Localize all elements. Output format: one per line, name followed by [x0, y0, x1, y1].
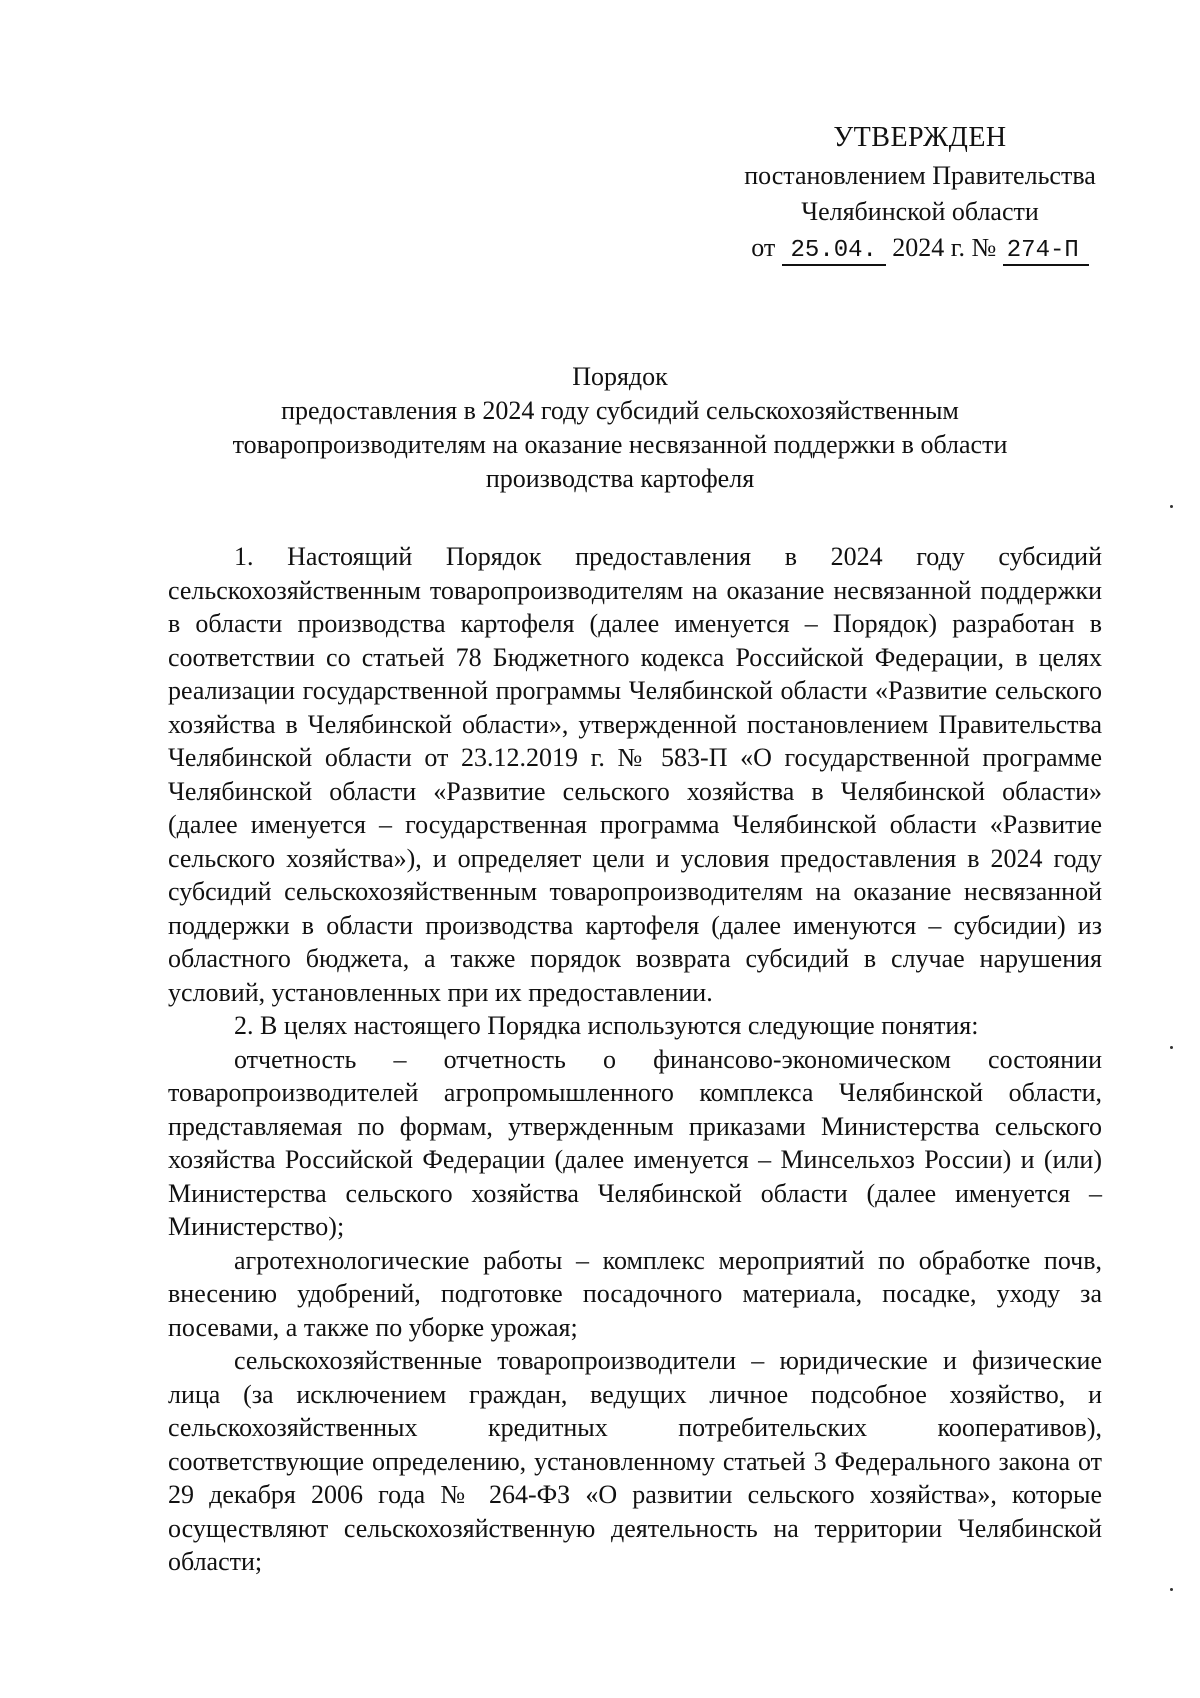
approval-line-2: Челябинской области	[801, 197, 1039, 226]
approval-date-line	[720, 230, 1120, 266]
paragraph-1: 1. Настоящий Порядок предоставления в 2024 году субсидий сельскохозяйственным товаропроизводителям на оказание несвязанной поддержки в области производства картофеля (далее именуется – Порядок) разработан в соответствии со статьей 78 Бюджетного кодекса Российской Федерации, в целях реализации государственной программы Челябинской области «Развитие сельского хозяйства в Челябинской области», утвержденной постановлением Правительства Челябинской области от 23.12.2019 г. № 583-П «О государственной программе Челябинской области «Развитие сельского хозяйства в Челябинской области» (далее именуется – государственная программа Челябинской области «Развитие сельского хозяйства»), и определяет цели и условия предоставления в 2024 году субсидий сельскохозяйственным товаропроизводителям на оказание несвязанной поддержки в области производства картофеля (далее именуются – субсидии) из областного бюджета, а также порядок возврата субсидий в случае нарушения условий, установленных при их предоставлении.	[168, 542, 1102, 1007]
approval-line-1: постановлением Правительства	[744, 161, 1096, 190]
document-title-line-2: предоставления в 2024 году субсидий сельскохозяйственным	[281, 396, 959, 425]
document-body	[168, 540, 1102, 1579]
paragraph-4: агротехнологические работы – комплекс мероприятий по обработке почв, внесению удобрений, подготовке посадочного материала, посадке, уходу за посевами, а также по уборке урожая;	[168, 1245, 1102, 1342]
document-number: 274-П	[1003, 238, 1089, 266]
date-prefix: от	[751, 233, 776, 262]
approval-title: УТВЕРЖДЕН	[833, 122, 1007, 153]
approval-stamp	[720, 118, 1120, 266]
paragraph-5: сельскохозяйственные товаропроизводители – юридические и физические лица (за исключением граждан, ведущих личное подсобное хозяйство, и сельскохозяйственных кредитных потребительских кооперативов), соответствующие определению, установленному статьей 3 Федерального закона от 29 декабря 2006 года № 264-ФЗ «О развитии сельского хозяйства», которые осуществляют сельскохозяйственную деятельность на территории Челябинской области;	[168, 1346, 1102, 1576]
paragraph-3: отчетность – отчетность о финансово-экономическом состоянии товаропроизводителей агропромышленного комплекса Челябинской области, представляемая по формам, утвержденным приказами Министерства сельского хозяйства Российской Федерации (далее именуется – Минсельхоз России) и (или) Министерства сельского хозяйства Челябинской области (далее именуется – Министерство);	[168, 1044, 1102, 1241]
scan-speck	[1170, 1588, 1173, 1591]
document-title-line-1: Порядок	[572, 362, 668, 391]
scan-speck	[1170, 505, 1173, 508]
document-title	[170, 360, 1070, 496]
date-value: 25.04.	[782, 238, 886, 266]
paragraph-2: 2. В целях настоящего Порядка используются следующие понятия:	[234, 1011, 979, 1040]
document-title-line-3: товаропроизводителям на оказание несвязанной поддержки в области	[232, 430, 1008, 459]
document-title-line-4: производства картофеля	[485, 464, 755, 493]
date-suffix: 2024 г. №	[892, 233, 997, 262]
scan-speck	[1170, 1046, 1173, 1049]
